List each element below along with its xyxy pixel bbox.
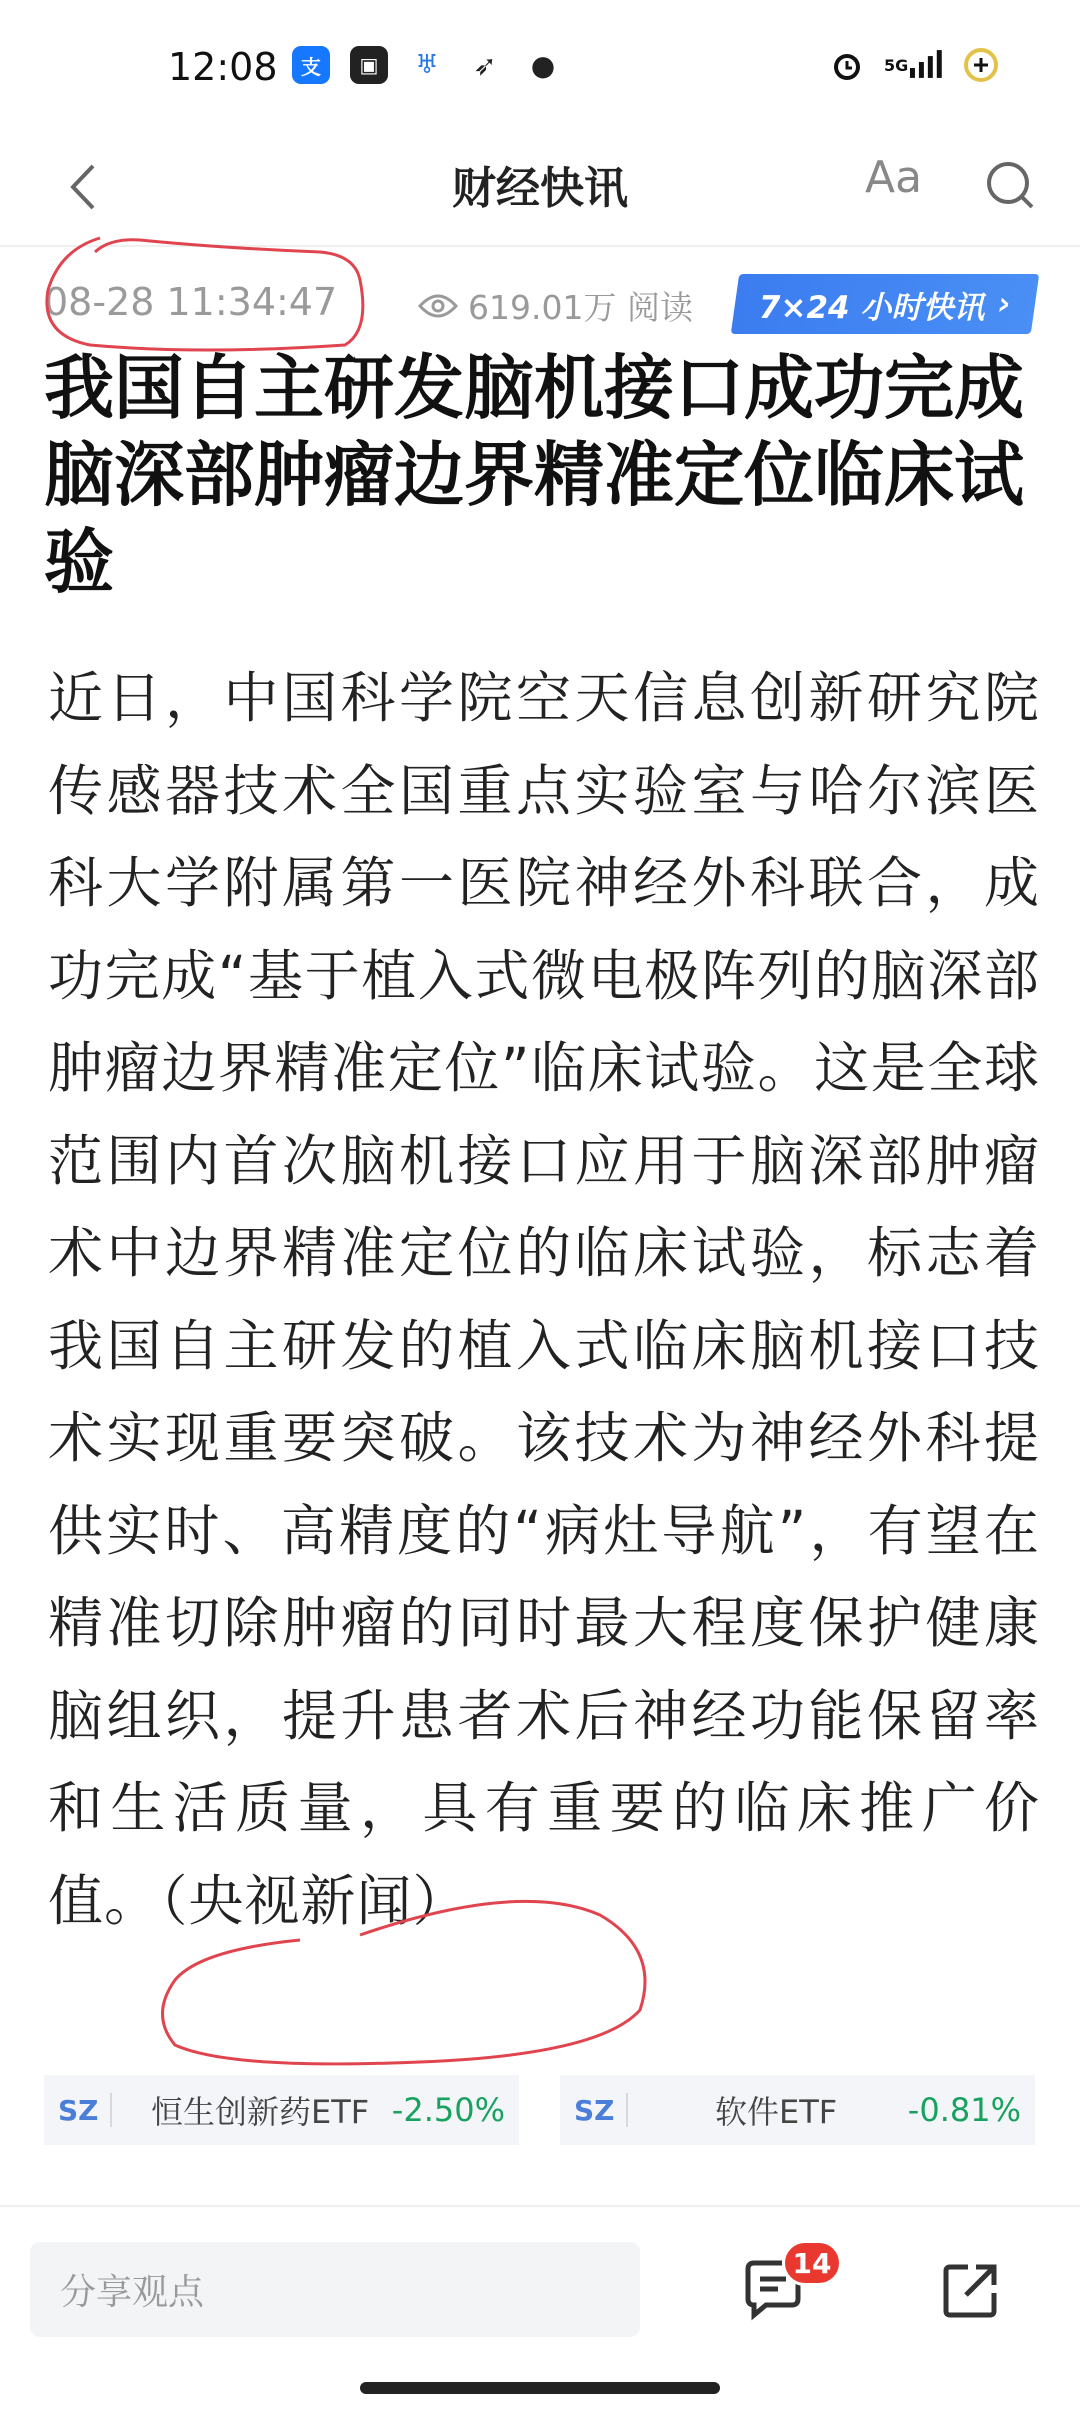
article-meta	[0, 270, 1080, 340]
stock-change: -2.50%	[391, 2091, 505, 2129]
app-icon: ▣	[350, 46, 388, 84]
wechat-icon: ●	[524, 46, 562, 84]
share-button[interactable]	[938, 2257, 1008, 2327]
stock-name: 软件ETF	[715, 2093, 838, 2131]
app-icon: ➶	[466, 46, 504, 84]
comment-count-badge: 14	[782, 2240, 842, 2286]
signal-icon	[884, 46, 944, 84]
search-icon	[984, 159, 1036, 211]
stock-chip[interactable]	[560, 2075, 1035, 2145]
bottom-bar	[0, 2205, 1080, 2414]
market-label: SZ	[58, 2093, 99, 2127]
font-size-button[interactable]: Aa	[865, 152, 923, 203]
search-button[interactable]	[975, 150, 1045, 220]
article-body: 近日，中国科学院空天信息创新研究院传感器技术全国重点实验室与哈尔滨医科大学附属第一医院神经外科联合，成功完成“基于植入式微电极阵列的脑深部肿瘤边界精准定位”临床试验。这是全球范围内首次脑机接口应用于脑深部肿瘤术中边界精准定位的临床试验，标志着我国自主研发的植入式临床脑机接口技术实现重要突破。该技术为神经外科提供实时、高精度的“病灶导航”，有望在精准切除肿瘤的同时最大程度保护健康脑组织，提升患者术后神经功能保留率和生活质量，具有重要的临床推广价值。（央视新闻）	[48, 666, 1040, 1933]
alarm-icon	[828, 46, 866, 84]
stock-chip[interactable]	[44, 2075, 519, 2145]
market-label: SZ	[574, 2093, 615, 2127]
chevron-right-icon: ›	[998, 286, 1012, 322]
view-count-text: 619.01万 阅读	[468, 288, 693, 327]
share-opinion-input[interactable]: 分享观点	[30, 2242, 640, 2337]
status-bar	[0, 0, 1080, 130]
network-type: 5G	[884, 55, 909, 75]
article-headline: 我国自主研发脑机接口成功完成脑深部肿瘤边界精准定位临床试验	[44, 347, 1024, 603]
notification-app-icons	[292, 46, 562, 84]
notification-icon: ♅	[408, 46, 446, 84]
nav-bar	[0, 130, 1080, 247]
divider	[110, 2093, 112, 2127]
share-icon	[938, 2257, 1004, 2323]
home-indicator[interactable]	[360, 2382, 720, 2394]
badge-label: 7×24 小时快讯	[758, 289, 985, 326]
stock-change: -0.81%	[907, 2091, 1021, 2129]
battery-icon	[962, 46, 1000, 84]
view-count	[418, 282, 693, 329]
eye-icon	[418, 292, 458, 320]
alipay-icon: 支	[292, 46, 330, 84]
status-right	[828, 46, 1000, 84]
page-title: 财经快讯	[452, 163, 628, 214]
stock-name: 恒生创新药ETF	[151, 2093, 370, 2131]
news-7x24-badge[interactable]	[731, 274, 1039, 334]
status-time: 12:08	[168, 45, 278, 89]
publish-time: 08-28 11:34:47	[44, 280, 338, 324]
divider	[626, 2093, 628, 2127]
